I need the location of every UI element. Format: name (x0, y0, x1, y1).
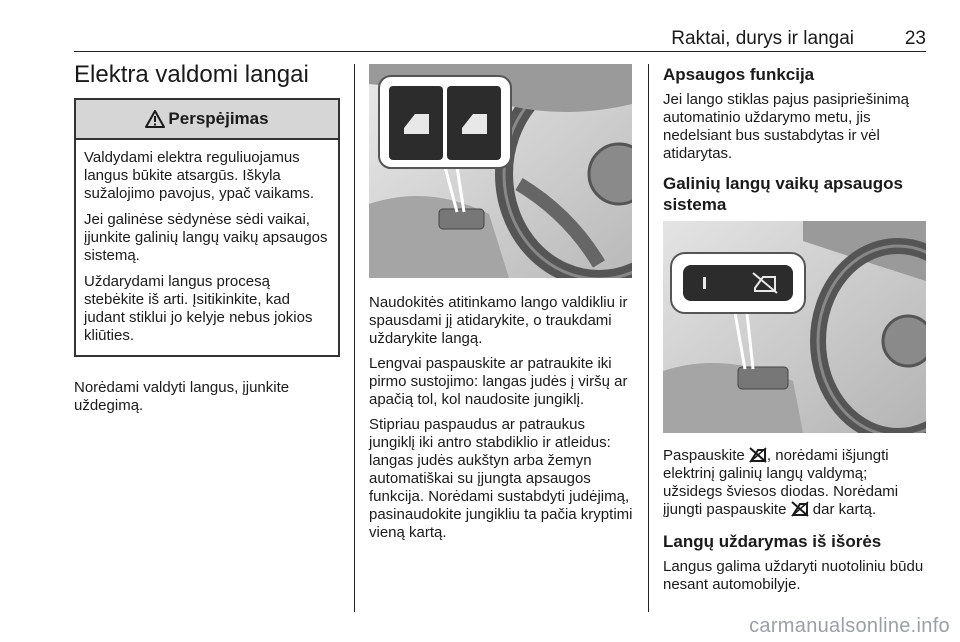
warning-triangle-icon (145, 110, 165, 128)
ignition-note: Norėdami valdyti langus, įjunkite uždegimą. (74, 379, 290, 414)
warning-heading: Perspėjimas (168, 109, 269, 128)
col2-paragraph: Naudokitės atitinkamo lango valdikliu ir spausdami jį atidarykite, o traukdami uždarykite langą. (369, 294, 628, 347)
child-lock-paragraph (663, 447, 927, 519)
child-lock-text: dar kartą. (808, 501, 877, 518)
warning-paragraph: Valdydami elektra reguliuojamus langus būkite atsargūs. Iškyla sužalojimo pavojus, ypač vaikams. (84, 149, 315, 202)
col2-paragraph: Lengvai paspauskite ar patraukite iki pirmo sustojimo: langas judės į viršų ar apačią tol, kol naudosite jungiklį. (369, 355, 628, 408)
warning-paragraph: Jei galinėse sėdynėse sėdi vaikai, įjunkite galinių langų vaikų apsaugos sistemą. (84, 211, 328, 264)
page-header (74, 28, 926, 52)
window-lock-icon (791, 501, 809, 517)
heading-close-outside: Langų uždarymas iš išorės (663, 532, 882, 551)
child-lock-illustration (663, 221, 926, 433)
warning-body (76, 140, 338, 355)
child-lock-text: , norėdami išjungti elektrinį galinių langų valdymą; užsidegs šviesos diodas. Norėdami įjungti paspauskite (663, 447, 899, 518)
section-title: Raktai, durys ir langai (671, 28, 854, 49)
watermark: carmanualsonline.info (749, 615, 950, 637)
child-lock-text: Paspauskite (663, 447, 749, 464)
heading-protection: Apsaugos funkcija (663, 65, 815, 84)
warning-paragraph: Uždarydami langus procesą stebėkite iš arti. Įsitikinkite, kad judant stiklui jo kelyje nebus jokios kliūties. (84, 273, 313, 344)
column-divider-1 (354, 64, 355, 612)
column-1 (74, 60, 342, 415)
col2-paragraph: Stipriau paspaudus ar patraukus jungiklį iki antro stabdiklio ir atleidus: langas judės aukštyn arba žemyn automatiškai su įjungta apsaugos funkcija. Norėdami sustabdyti judėjimą, pasinaudokite jungikliu ta pačia kryptimi vieną kartą. (369, 416, 633, 541)
page-number: 23 (904, 28, 926, 49)
window-lock-icon (749, 447, 767, 463)
column-2 (369, 64, 633, 549)
window-switch-illustration (369, 64, 632, 278)
warning-box (74, 98, 340, 357)
close-outside-paragraph: Langus galima uždaryti nuotoliniu būdu nesant automobilyje. (663, 558, 924, 593)
warning-header (76, 100, 338, 140)
page-title: Elektra valdomi langai (74, 61, 309, 88)
header-rule (74, 51, 926, 52)
heading-child-lock: Galinių langų vaikų apsaugos sistema (663, 174, 903, 214)
column-3 (663, 64, 927, 601)
protection-paragraph: Jei lango stiklas pajus pasipriešinimą automatinio uždarymo metu, jis nedelsiant bus sustabdytas ir vėl atidarytas. (663, 91, 909, 162)
column-divider-2 (648, 64, 649, 612)
